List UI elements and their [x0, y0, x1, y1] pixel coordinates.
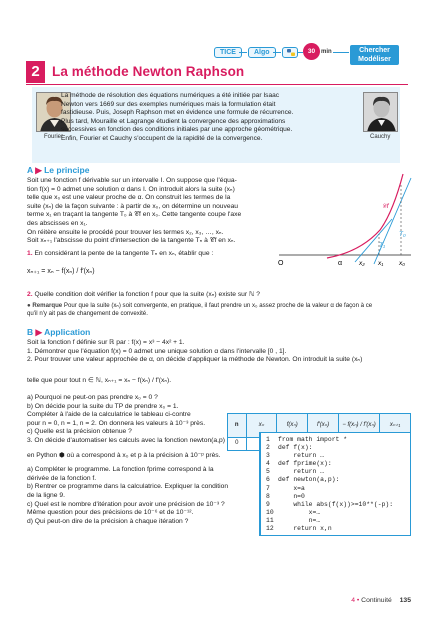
header-n: n [228, 414, 247, 438]
text-line: c) Quel est le nombre d'itération pour avoir une précision de 10⁻³ ? [27, 500, 225, 508]
table-cell: 0 [228, 438, 247, 451]
header-xn1: xₙ₊₁ [380, 414, 411, 438]
text-line: On réitère ensuite le procédé pour trouver les termes x₂, x₃, …, xₙ. [27, 228, 224, 236]
history-line: La méthode de résolution des équations numériques a été initiée par Isaac [61, 92, 280, 99]
duration-badge: 30 [303, 43, 320, 60]
text-line: a) Pourquoi ne peut-on pas prendre x₀ = 0 ? [27, 394, 158, 401]
origin-label: O [278, 260, 284, 267]
tag-separator [239, 52, 247, 53]
line-number: 7 [266, 484, 270, 492]
code-line [266, 452, 410, 460]
line-number: 3 [266, 452, 270, 460]
header-fprime: f′(xₙ) [308, 414, 339, 438]
question-b1: 1. Démontrer que l'équation f(x) = 0 admet une unique solution α dans l'intervalle [0 , 1]. [27, 347, 287, 355]
text-line: telle que x₀ est une valeur proche de α. On construit les termes de la [27, 194, 231, 202]
history-line: Plus tard, Mouraille et Lagrange étudient la convergence des approximations [61, 117, 286, 125]
curve-cf [327, 174, 403, 258]
text-line: 3. On décide d'automatiser les calculs avec la fonction newton(a,p) [27, 436, 225, 444]
question-b2-formula: telle que pour tout n ∈ ℕ, xₙ₊₁ = xₙ − f(xₙ) / f′(xₙ). [27, 377, 172, 384]
fourier-caption: Fourier [44, 134, 64, 140]
text-line: Soit une fonction f dérivable sur un intervalle I. On suppose que l'équa- [27, 177, 237, 184]
algo-tag: Algo [248, 47, 276, 58]
curve-label: 𝒞f [382, 203, 389, 210]
code-line [266, 493, 410, 501]
section-a-heading: A ▶ Le principe [27, 165, 90, 175]
code-line [266, 468, 410, 476]
code-text: from math import * [278, 436, 348, 443]
code-line [266, 501, 410, 509]
question-b2: 2. Pour trouver une valeur approchée de α, on décide d'appliquer la méthode de Newton. On introduit la suite (xₙ) [27, 356, 363, 364]
tangent-t1 [355, 219, 392, 262]
code-line [266, 525, 410, 533]
question-number: 1. [27, 250, 33, 257]
code-line [266, 444, 410, 452]
header-fxn: f(xₙ) [277, 414, 308, 438]
exercise-number: 2 [26, 61, 45, 83]
x0-label: x₀ [399, 260, 405, 267]
text-line: dérivée de la fonction f. [27, 474, 97, 482]
line-number: 6 [266, 476, 270, 484]
code-text: def f(x): [278, 444, 313, 452]
question-text: Quelle condition doit vérifier la fonction f pour que la suite (xₙ) existe sur ℕ ? [34, 291, 260, 298]
code-text: n=… [278, 516, 321, 524]
line-number: 11 [266, 516, 274, 524]
t1-label: T₁ [379, 242, 386, 249]
skill-chercher: Chercher [359, 47, 390, 54]
text-line: c) Quelle est la précision obtenue ? [27, 428, 132, 436]
text-line: pour n = 0, n = 1, n = 2. On donnera les valeurs à 10⁻³ près. [27, 419, 206, 427]
history-text [61, 92, 358, 144]
section-b-intro [27, 339, 417, 365]
cauchy-portrait [363, 92, 398, 132]
remark [27, 302, 417, 318]
code-text: def fprime(x): [278, 460, 332, 468]
line-number: 8 [266, 492, 270, 500]
code-text: return … [278, 452, 325, 460]
line-number: 2 [266, 444, 270, 452]
code-line [266, 460, 410, 468]
alpha-label: α [338, 260, 343, 267]
text-line: Même question pour des précisions de 10⁻⁶ et de 10⁻¹². [27, 509, 194, 517]
text-line: a) Compléter le programme. La fonction fprime correspond à la [27, 466, 214, 474]
tangent-t0 [374, 178, 411, 264]
line-number: 9 [266, 500, 270, 508]
text-line: des abscisses en x₁. [27, 219, 88, 227]
x1-label: x₁ [378, 260, 384, 267]
text-line: Soit la fonction f définie sur ℝ par : f(x) = x³ − 4x² + 1. [27, 339, 185, 346]
page-number: 135 [399, 597, 411, 604]
code-text: def newton(a,p): [278, 476, 340, 484]
tice-tag: TICE [214, 47, 242, 58]
text-line: b) Rentrer ce programme dans la calculatrice. Expliquer la condition [27, 483, 229, 491]
header-ratio: − f(xₙ) / f′(xₙ) [338, 414, 379, 438]
line-number: 5 [266, 468, 270, 476]
code-text: x=… [278, 508, 321, 516]
chapter-name: Continuité [361, 597, 392, 604]
code-line [266, 485, 410, 493]
remark-icon: ● [27, 302, 31, 309]
title-rule [26, 84, 408, 85]
t0-label: T₀ [399, 231, 406, 238]
line-number: 1 [266, 436, 270, 443]
question-text: En considérant la pente de la tangente Tₙ en xₙ, établir que : [34, 250, 214, 257]
question-a2 [27, 291, 417, 300]
tag-separator [273, 52, 281, 53]
duration-unit: min [321, 49, 332, 55]
section-a-title: Le principe [44, 165, 90, 175]
cauchy-caption: Cauchy [370, 134, 391, 140]
text-line: b) On décide pour la suite du TP de prendre x₀ = 1. [27, 402, 179, 410]
text-line: en Python ⬢ où a correspond à x₀ et p à la précision à 10⁻ᵖ près. [27, 451, 221, 459]
chapter-number: 4 [351, 597, 355, 604]
text-line: suite (xₙ) de la façon suivante : à partir de x₀, on détermine un nouveau [27, 202, 239, 210]
remark-line: qu'il n'y ait pas de changement de convexité. [27, 310, 148, 317]
code-line [266, 476, 410, 484]
python-code-block [259, 432, 411, 536]
skill-modeliser: Modéliser [358, 56, 391, 63]
code-text: x=a [278, 484, 305, 492]
history-line: successives en fonction des conditions initiales par une approche géométrique. [61, 126, 293, 134]
history-line: Newton vers 1669 sur des exemples numériques mais la formulation était [61, 100, 276, 108]
header-xn: xₙ [246, 414, 277, 438]
code-text: return x,n [278, 525, 332, 533]
code-line [266, 517, 410, 525]
text-line: Soit xₙ₊₁ l'abscisse du point d'intersection de la tangente Tₙ à 𝒞f en xₙ. [27, 237, 236, 245]
page-footer: 4 • Continuité 135 [351, 597, 411, 604]
code-text: return … [278, 468, 325, 476]
text-line: Compléter à l'aide de la calculatrice le tableau ci-contre [27, 411, 191, 419]
text-line: de la ligne 9. [27, 491, 65, 499]
section-b-questions [27, 394, 252, 526]
history-line: fastidieuse. Puis, Joseph Raphson met en évidence une formule de récurrence. [61, 109, 294, 117]
history-line: Enfin, Fourier et Cauchy s'occupent de la rapidité de la convergence. [61, 134, 263, 142]
text-line: tion f(x) = 0 admet une solution α dans I. On introduit alors la suite (xₙ) [27, 185, 235, 193]
code-line [266, 509, 410, 517]
code-text: n=0 [278, 492, 305, 500]
text-line: d) Qui peut-on dire de la précision à chaque itération ? [27, 517, 189, 525]
skills-badge [350, 45, 399, 65]
section-b-title: Application [44, 327, 91, 337]
section-a-text [27, 177, 273, 246]
question-a1 [27, 250, 277, 259]
tag-separator [333, 52, 349, 53]
line-number: 10 [266, 508, 274, 516]
code-text: while abs(f(x))>=10**(-p): [278, 500, 394, 508]
line-number: 4 [266, 460, 270, 468]
python-logo-icon [282, 47, 298, 58]
line-number: 12 [266, 525, 274, 533]
exercise-title: La méthode Newton Raphson [52, 64, 245, 79]
section-b-heading: B ▶ Application [27, 327, 91, 337]
code-line [266, 436, 410, 444]
remark-label: Remarque [32, 302, 63, 309]
question-number: 2. [27, 291, 33, 298]
newton-tangent-figure [275, 172, 413, 268]
text-line: terme x₁ en traçant la tangente T₀ à 𝒞f en x₀. Cette tangente coupe l'axe [27, 211, 242, 219]
recurrence-formula: xₙ₊₁ = xₙ − f(xₙ) / f′(xₙ) [27, 268, 95, 275]
x2-label: x₂ [359, 260, 365, 267]
remark-line: Pour que la suite (xₙ) soit convergente, en pratique, il faut prendre un x₀ assez proche de la valeur α de façon à ce [63, 302, 373, 309]
